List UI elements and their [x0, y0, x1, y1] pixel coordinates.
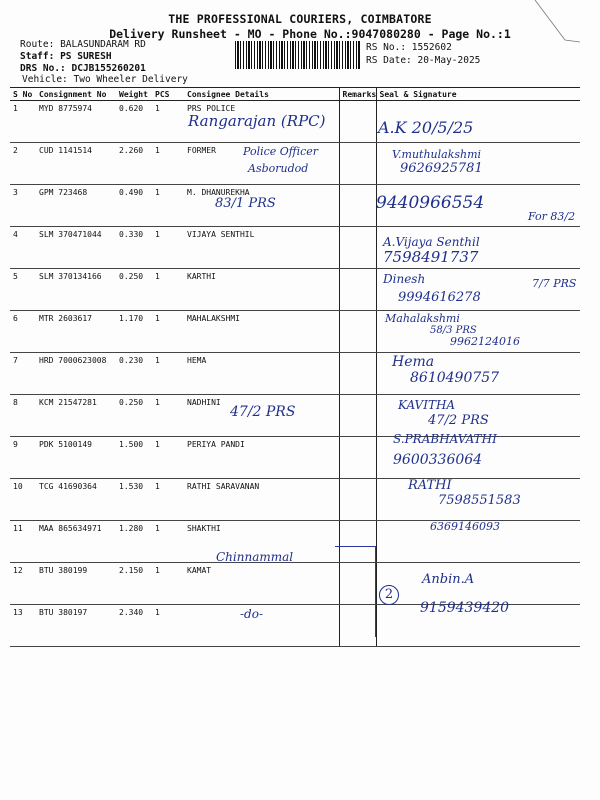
cell-pcs: 1: [152, 437, 184, 479]
hw-r6-sign-b: 58/3 PRS: [430, 325, 477, 336]
hw-r8-sign-a: KAVITHA: [398, 398, 456, 412]
table-row: [10, 269, 580, 311]
hw-r2-sign-a: V.muthulakshmi: [392, 148, 482, 161]
hw-r8-sign-b: 47/2 PRS: [428, 413, 489, 428]
hw-r3-consignee: 83/1 PRS: [215, 196, 276, 211]
drs-line: [20, 63, 146, 74]
hw-r12-sign-b: 9159439420: [420, 600, 510, 616]
cell-cno: MYD 8775974: [36, 101, 116, 143]
cell-remarks: [339, 437, 376, 479]
cell-consignee: PRS POLICE: [184, 101, 339, 143]
route-line: [20, 39, 146, 50]
cell-cno: MTR 2603617: [36, 311, 116, 353]
cell-pcs: 1: [152, 395, 184, 437]
cell-consignee: NADHINI: [184, 395, 339, 437]
cell-remarks: [339, 269, 376, 311]
cell-sno: 7: [10, 353, 36, 395]
cell-wt: 1.170: [116, 311, 152, 353]
hw-r5-sign-b: 7/7 PRS: [532, 277, 577, 290]
table-row: [10, 227, 580, 269]
hw-r9-sign-a: S.PRABHAVATHI: [393, 432, 497, 446]
cell-pcs: 1: [152, 185, 184, 227]
circled-number: 2: [379, 585, 399, 605]
hw-r6-sign-c: 9962124016: [450, 335, 520, 348]
barcode: [235, 41, 360, 69]
drs-label: DRS No.:: [20, 63, 66, 74]
hw-r8-consignee: 47/2 PRS: [230, 404, 296, 420]
cell-pcs: 1: [152, 563, 184, 605]
company-title: THE PROFESSIONAL COURIERS, COIMBATORE: [168, 12, 432, 26]
cell-consignee: KARTHI: [184, 269, 339, 311]
hw-r7-sign-a: Hema: [392, 354, 435, 370]
vehicle-line: [22, 74, 188, 85]
cell-remarks: [339, 143, 376, 185]
col-consignment: Consignment No: [36, 88, 116, 101]
table-header-row: [10, 88, 580, 101]
cell-wt: 2.150: [116, 563, 152, 605]
hw-r10-sign-a: RATHI: [408, 478, 452, 493]
cell-sno: 6: [10, 311, 36, 353]
hw-r12-sign-a: Anbin.A: [422, 572, 475, 587]
vehicle-value: Two Wheeler Delivery: [73, 74, 188, 85]
drs-value: DCJB155260201: [71, 63, 146, 74]
hw-r12-consignee: Chinnammal: [216, 550, 294, 564]
cell-sno: 13: [10, 605, 36, 647]
cell-remarks: [339, 185, 376, 227]
cell-remarks: [339, 227, 376, 269]
route-label: Route:: [20, 39, 55, 50]
rs-number: RS No.: 1552602: [366, 42, 452, 53]
cell-consignee: VIJAYA SENTHIL: [184, 227, 339, 269]
cell-sno: 5: [10, 269, 36, 311]
cell-cno: BTU 380199: [36, 563, 116, 605]
cell-sno: 1: [10, 101, 36, 143]
cell-cno: SLM 370471044: [36, 227, 116, 269]
cell-pcs: 1: [152, 605, 184, 647]
staff-label: Staff:: [20, 51, 55, 62]
route-value: BALASUNDARAM RD: [60, 39, 146, 50]
cell-wt: 0.230: [116, 353, 152, 395]
cell-cno: SLM 370134166: [36, 269, 116, 311]
cell-pcs: 1: [152, 479, 184, 521]
hw-r1-sign: A.K 20/5/25: [378, 118, 474, 137]
hw-r4-sign-b: 7598491737: [383, 248, 479, 266]
cell-cno: MAA 865634971: [36, 521, 116, 563]
runsheet-subtitle: Delivery Runsheet - MO - Phone No.:9047080280 - Page No.:1: [109, 27, 511, 41]
cell-pcs: 1: [152, 353, 184, 395]
cell-sno: 10: [10, 479, 36, 521]
cell-cno: TCG 41690364: [36, 479, 116, 521]
cell-wt: 1.500: [116, 437, 152, 479]
cell-pcs: 1: [152, 101, 184, 143]
hw-r7-sign-b: 8610490757: [410, 370, 500, 386]
cell-consignee: SHAKTHI: [184, 521, 339, 563]
cell-wt: 0.620: [116, 101, 152, 143]
cell-sno: 8: [10, 395, 36, 437]
cell-wt: 2.340: [116, 605, 152, 647]
cell-pcs: 1: [152, 521, 184, 563]
cell-remarks: [339, 395, 376, 437]
hw-r5-sign-c: 9994616278: [398, 290, 481, 305]
cell-consignee: M. DHANUREKHA: [184, 185, 339, 227]
col-pcs: PCS: [152, 88, 184, 101]
col-remarks: Remarks: [339, 88, 376, 101]
rs-date: RS Date: 20-May-2025: [366, 55, 481, 66]
col-weight: Weight: [116, 88, 152, 101]
hw-r13-consignee: -do-: [240, 607, 264, 621]
cell-cno: HRD 7000623008: [36, 353, 116, 395]
cell-consignee: FORMER: [184, 143, 339, 185]
hw-r11-sign: 6369146093: [430, 520, 500, 533]
cell-wt: 1.530: [116, 479, 152, 521]
cell-sno: 3: [10, 185, 36, 227]
cell-wt: 0.330: [116, 227, 152, 269]
hw-r2-consignee-a: Police Officer: [243, 145, 319, 158]
vehicle-label: Vehicle:: [22, 74, 68, 85]
cell-pcs: 1: [152, 311, 184, 353]
hw-r4-sign-a: A.Vijaya Senthil: [383, 235, 480, 249]
table-row: [10, 185, 580, 227]
hw-r5-sign-a: Dinesh: [383, 272, 426, 286]
staff-value: PS SURESH: [60, 51, 112, 62]
hw-r9-sign-b: 9600336064: [393, 452, 483, 468]
cell-sno: 11: [10, 521, 36, 563]
cell-consignee: KAMAT: [184, 563, 339, 605]
cell-cno: KCM 21547281: [36, 395, 116, 437]
table-row: [10, 563, 580, 605]
hw-r2-sign-b: 9626925781: [400, 161, 483, 176]
cell-sno: 2: [10, 143, 36, 185]
cell-remarks: [339, 311, 376, 353]
cell-sno: 4: [10, 227, 36, 269]
hw-r3-sign-a: 9440966554: [376, 193, 485, 213]
hw-r1-consignee: Rangarajan (RPC): [188, 112, 326, 130]
cell-pcs: 1: [152, 269, 184, 311]
cell-wt: 2.260: [116, 143, 152, 185]
cell-sno: 9: [10, 437, 36, 479]
cell-pcs: 1: [152, 143, 184, 185]
cell-consignee: PERIYA PANDI: [184, 437, 339, 479]
cell-sno: 12: [10, 563, 36, 605]
cell-consignee: RATHI SARAVANAN: [184, 479, 339, 521]
cell-remarks: [339, 353, 376, 395]
hw-r3-sign-b: For 83/2: [528, 210, 576, 223]
cell-cno: BTU 380197: [36, 605, 116, 647]
hw-r10-sign-b: 7598551583: [438, 493, 521, 508]
cell-cno: PDK 5100149: [36, 437, 116, 479]
cell-consignee: MAHALAKSHMI: [184, 311, 339, 353]
staff-line: [20, 51, 112, 62]
cell-consignee: HEMA: [184, 353, 339, 395]
cell-signature: [376, 563, 580, 605]
cell-remarks: [339, 101, 376, 143]
hw-r6-sign-a: Mahalakshmi: [385, 312, 460, 325]
cell-wt: 0.250: [116, 269, 152, 311]
col-sno: S No: [10, 88, 36, 101]
col-seal-signature: Seal & Signature: [376, 88, 580, 101]
cell-cno: GPM 723468: [36, 185, 116, 227]
bracket-mark: [335, 546, 376, 637]
cell-cno: CUD 1141514: [36, 143, 116, 185]
cell-pcs: 1: [152, 227, 184, 269]
cell-wt: 0.250: [116, 395, 152, 437]
cell-remarks: [339, 479, 376, 521]
col-consignee: Consignee Details: [184, 88, 339, 101]
cell-wt: 0.490: [116, 185, 152, 227]
cell-wt: 1.280: [116, 521, 152, 563]
hw-r2-consignee-b: Asborudod: [248, 162, 309, 175]
